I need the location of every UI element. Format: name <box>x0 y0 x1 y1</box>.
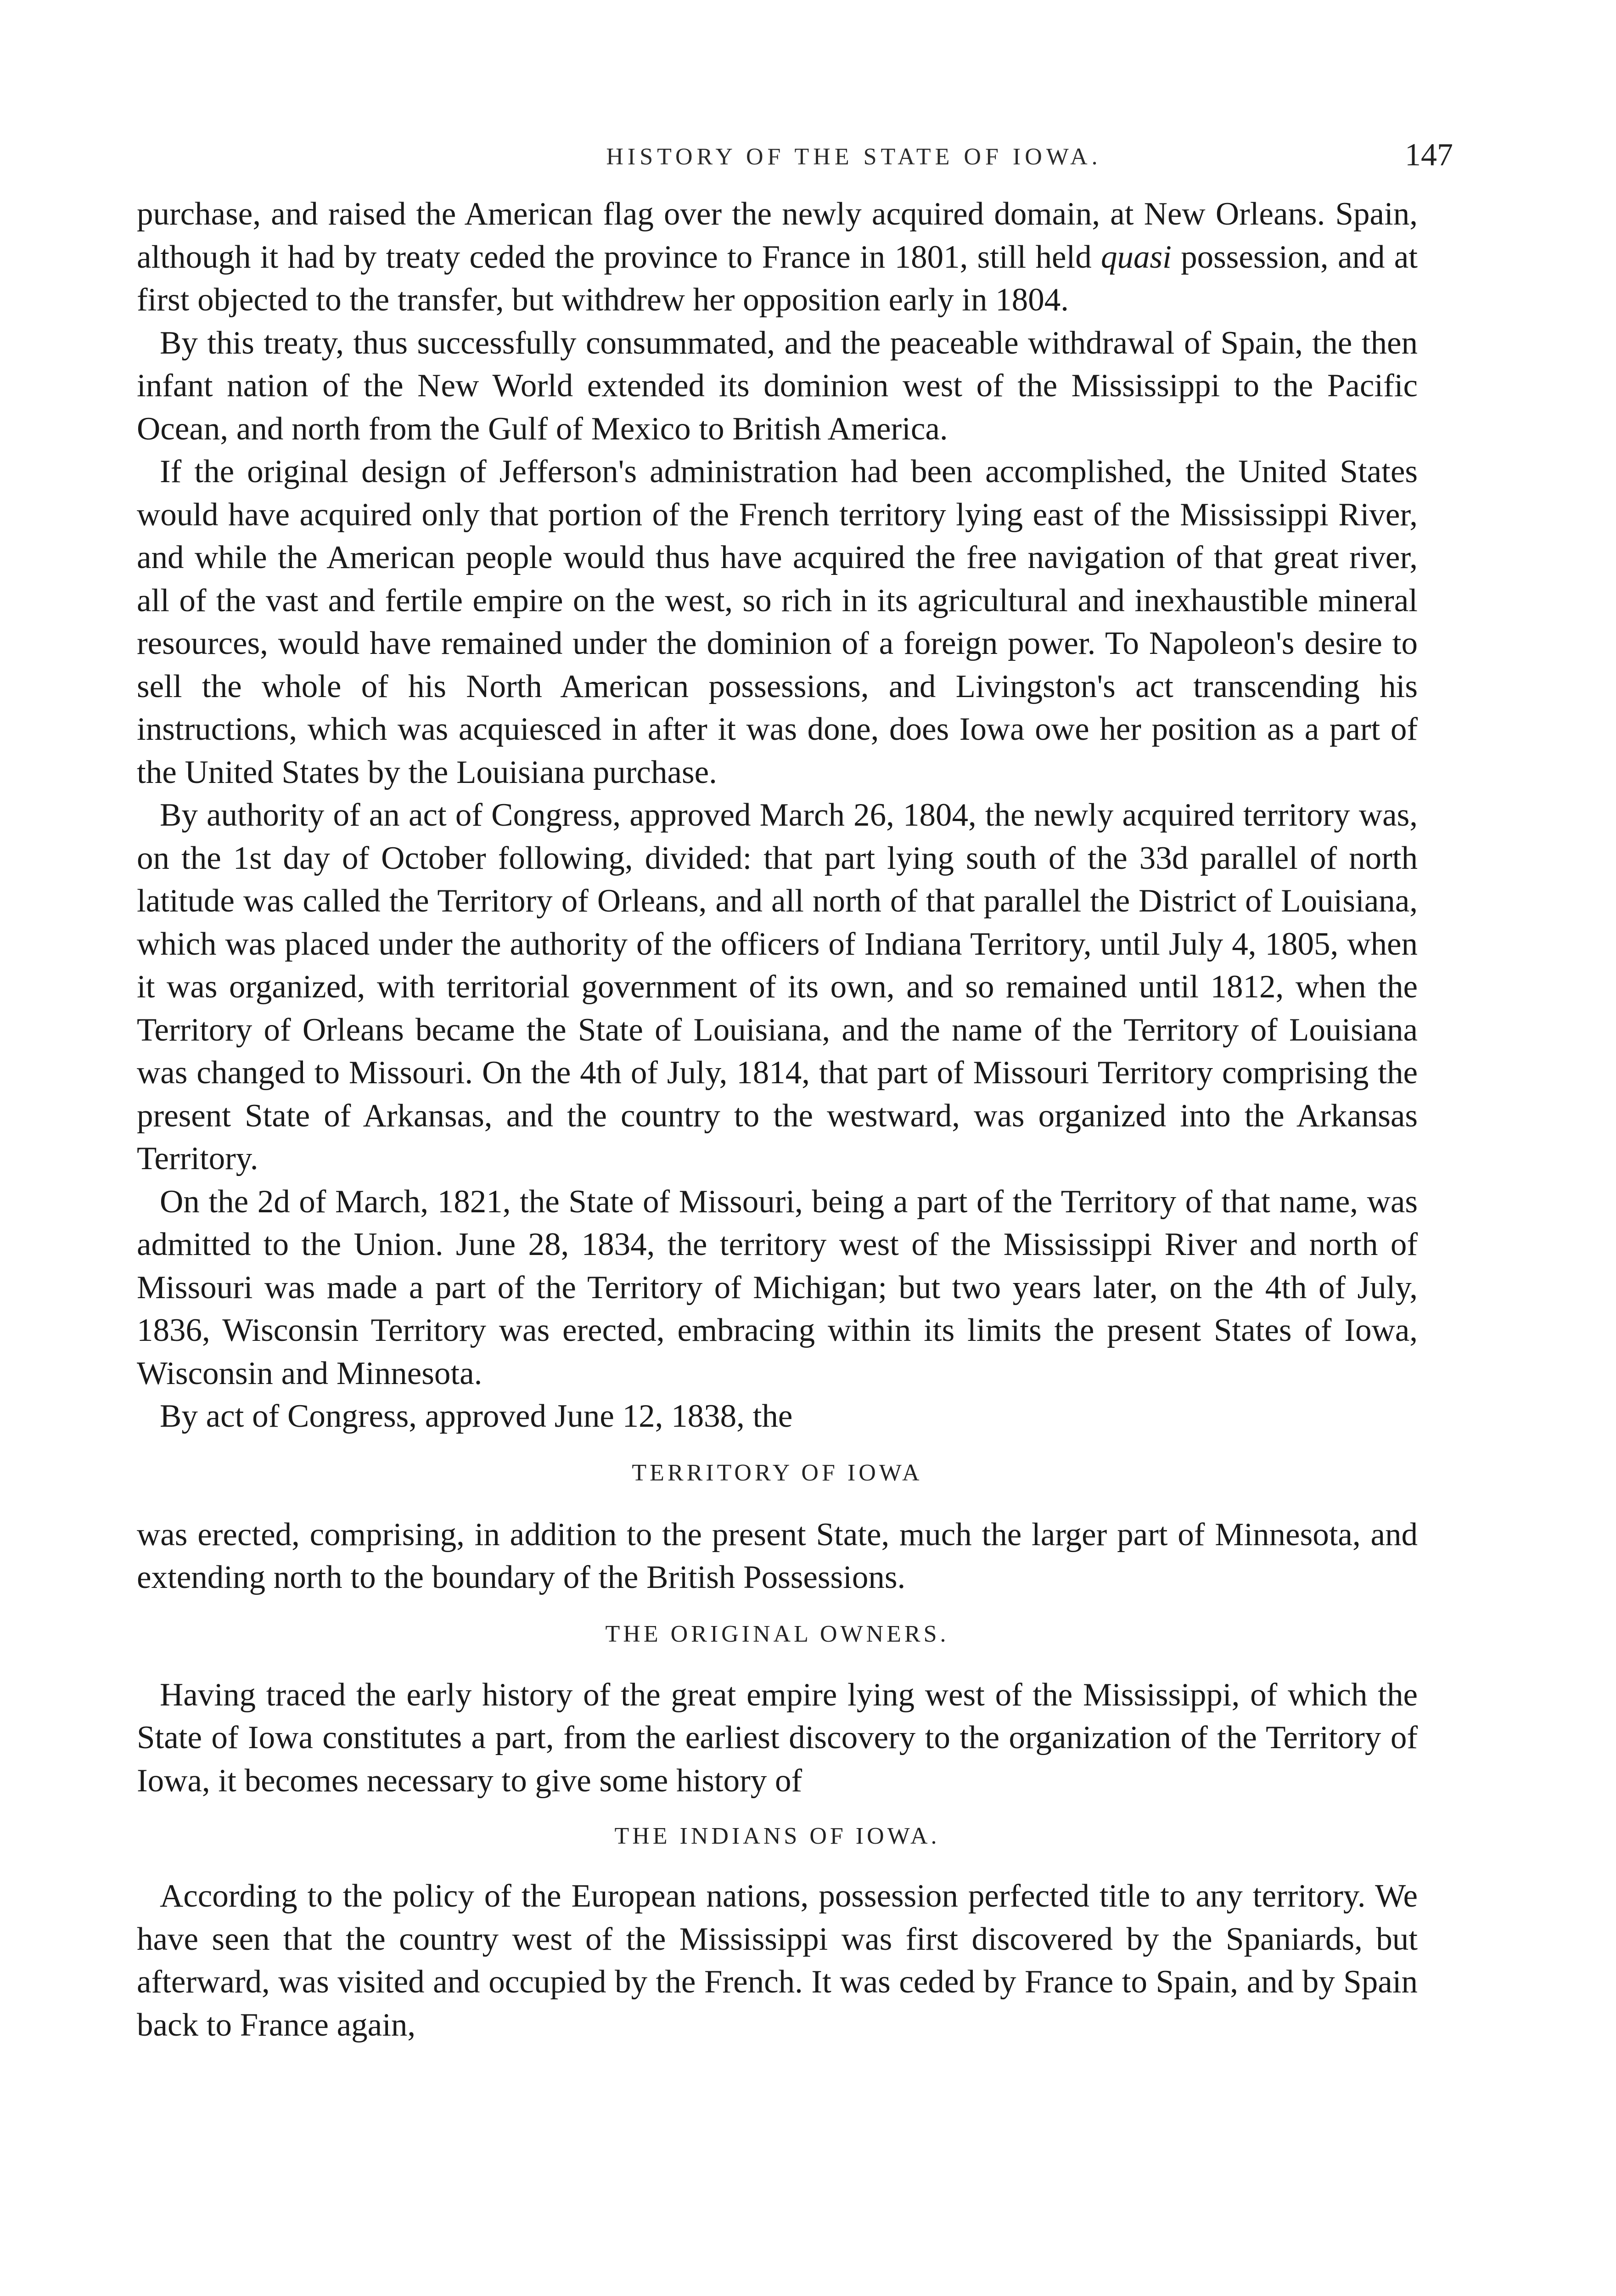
heading-original-owners: THE ORIGINAL OWNERS. <box>605 1621 949 1647</box>
paragraph-european-policy: According to the policy of the European nations, possession perfected title to any territory. We have seen that the country west of the Mississippi was first discovered by the Spaniards, but afterward, was visited and occupied by the French. It was ceded by France to Spain, and by Spain back to France again, <box>137 1878 1418 2043</box>
paragraph-treaty-dominion: By this treaty, thus successfully consummated, and the peaceable withdrawal of Spain, the then infant nation of the New World extended its dominion west of the Mississippi to the Pacific Ocean, and north from the Gulf of Mexico to British America. <box>137 325 1418 447</box>
italic-term: quasi <box>1101 239 1172 275</box>
paragraph-missouri-statehood: On the 2d of March, 1821, the State of Missouri, being a part of the Territory of that name, was admitted to the Union. June 28, 1834, the territory west of the Mississippi River and north of Missouri was made a part of the Territory of Michigan; but two years later, on the 4th of July, 1836, Wisconsin Territory was erected, embracing within its limits the present States of Iowa, Wisconsin and Minnesota. <box>137 1183 1418 1391</box>
page-body <box>137 193 1418 2047</box>
paragraph-act-of-congress-1838: By act of Congress, approved June 12, 1838, the <box>160 1398 793 1434</box>
paragraph-jefferson-design: If the original design of Jefferson's administration had been accomplished, the United States would have acquired only that portion of the French territory lying east of the Mississippi River, and while the American people would thus have acquired the free navigation of that great river, all of the vast and fertile empire on the west, so rich in its agricultural and inexhaustible mineral resources, would have remained under the dominion of a foreign power. To Napoleon's desire to sell the whole of his North American possessions, and Livingston's act transcending his instructions, which was acquiesced in after it was done, does Iowa owe her position as a part of the United States by the Louisiana purchase. <box>137 454 1418 790</box>
running-title: HISTORY OF THE STATE OF IOWA. <box>606 144 1102 170</box>
heading-territory-of-iowa: TERRITORY OF IOWA <box>632 1459 923 1486</box>
paragraph-louisiana-purchase-continued: purchase, and raised the American flag over the newly acquired domain, at New Orleans. Spain, although it had by treaty ceded the province to France in 1801, still held quasi possession, and at first objected to the transfer, but withdrew her opposition early in 1804. <box>137 196 1418 318</box>
paragraph-act-of-congress-1804: By authority of an act of Congress, approved March 26, 1804, the newly acquired territory was, on the 1st day of October following, divided: that part lying south of the 33d parallel of north latitude was called the Territory of Orleans, and all north of that parallel the District of Louisiana, which was placed under the authority of the officers of Indiana Territory, until July 4, 1805, when it was organized, with territorial government of its own, and so remained until 1812, when the Territory of Orleans became the State of Louisiana, and the name of the Territory of Louisiana was changed to Missouri. On the 4th of July, 1814, that part of Missouri Territory comprising the present State of Arkansas, and the country to the westward, was organized into the Arkansas Territory. <box>137 797 1418 1176</box>
heading-indians-of-iowa: THE INDIANS OF IOWA. <box>614 1823 940 1849</box>
page-number: 147 <box>1405 137 1453 173</box>
paragraph-territory-erected: was erected, comprising, in addition to the present State, much the larger part of Minnesota, and extending north to the boundary of the British Possessions. <box>137 1516 1418 1595</box>
paragraph-early-history: Having traced the early history of the great empire lying west of the Mississippi, of which the State of Iowa constitutes a part, from the earliest discovery to the organization of the Territory of Iowa, it becomes necessary to give some history of <box>137 1677 1418 1799</box>
